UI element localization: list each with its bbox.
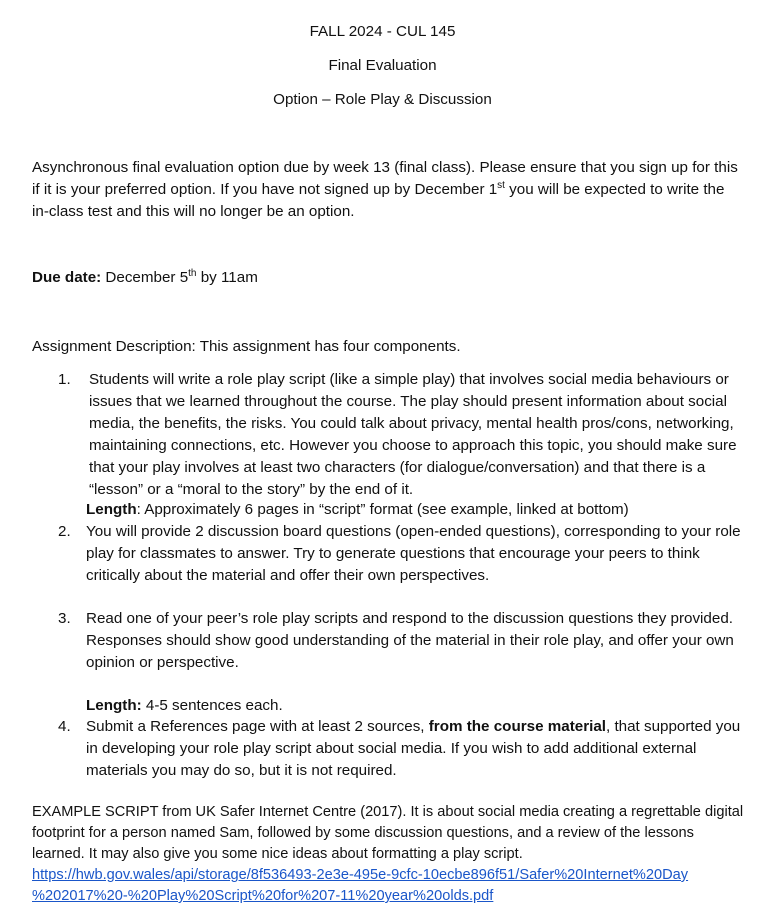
example-link-line-1: https://hwb.gov.wales/api/storage/8f536493-2e3e-495e-9cfc-10ecbe896f51/Safer%20Internet%20Day [32, 867, 689, 883]
list-item-number: 1. [58, 371, 71, 388]
intro-paragraph [32, 157, 744, 223]
length-text: : Approximately 6 pages in “script” format (see example, linked at bottom) [136, 501, 629, 518]
due-date-text: December 5 [101, 269, 189, 286]
list-item-text: You will provide 2 discussion board questions (open-ended questions), corresponding to your role play for classmates to answer. Try to generate questions that encourage your peers to think critically about the material and offer their own perspectives. [86, 523, 741, 584]
list-item [58, 521, 748, 587]
list-item [58, 369, 748, 501]
course-title: FALL 2024 - CUL 145 [309, 23, 456, 40]
length-label: Length [86, 501, 137, 518]
list-item-text-part: , that supported you in developing your role play script about social media. If you wish to add additional external materials you may do so, but it is not required. [86, 718, 741, 779]
intro-text-2: you will be expected to write the in-class test and this will no longer be an option. [32, 181, 725, 220]
length-note [86, 695, 746, 717]
list-item-text [86, 716, 748, 782]
example-script-link[interactable] [32, 865, 744, 907]
example-paragraph [32, 802, 744, 907]
due-date [32, 267, 744, 289]
example-text: EXAMPLE SCRIPT from UK Safer Internet Centre (2017). It is about social media creating a regrettable digital footprint for a person named Sam, followed by some discussion questions, and a review of the lessons learned. It may also give you some nice ideas about formatting a play script. [32, 804, 744, 862]
list-item [58, 608, 748, 674]
assignment-intro: Assignment Description: This assignment has four components. [32, 338, 461, 355]
length-label: Length: [86, 697, 142, 714]
list-item-text: Read one of your peer’s role play scripts and respond to the discussion questions they provided. Responses should show good understanding of the material in their role play, and offer your own opinion or perspective. [86, 610, 734, 671]
due-date-label: Due date: [32, 269, 102, 286]
list-item-text: Students will write a role play script (like a simple play) that involves social media behaviours or issues that we learned throughout the course. The play should present information about social media, the benefits, the risks. You could talk about privacy, mental health pros/cons, networking, maintaining connections, etc. However you choose to approach this topic, you should make sure that your play involves at least two characters (for dialogue/conversation) and that there is a “lesson” or a “moral to the story” by the end of it. [89, 371, 737, 498]
list-item-bold-text: from the course material [428, 718, 606, 735]
list-item-number: 2. [58, 523, 71, 540]
list-item-number: 4. [58, 718, 71, 735]
due-date-time: by 11am [196, 269, 258, 286]
document-title: Final Evaluation [328, 57, 437, 74]
length-text: 4-5 sentences each. [141, 697, 283, 714]
list-item [58, 716, 748, 782]
due-date-superscript: th [188, 267, 197, 279]
list-item-text-part: Submit a References page with at least 2 sources, [86, 718, 429, 735]
length-note [86, 499, 746, 521]
example-link-line-2: %202017%20-%20Play%20Script%20for%207-11%20year%20olds.pdf [32, 888, 494, 904]
intro-text-1: Asynchronous final evaluation option due by week 13 (final class). Please ensure that you sign up for this if it is your preferred option. If you have not signed up by December 1 [32, 159, 738, 198]
intro-superscript: st [497, 179, 505, 191]
document-subtitle: Option – Role Play & Discussion [273, 91, 492, 108]
list-item-number: 3. [58, 610, 71, 627]
